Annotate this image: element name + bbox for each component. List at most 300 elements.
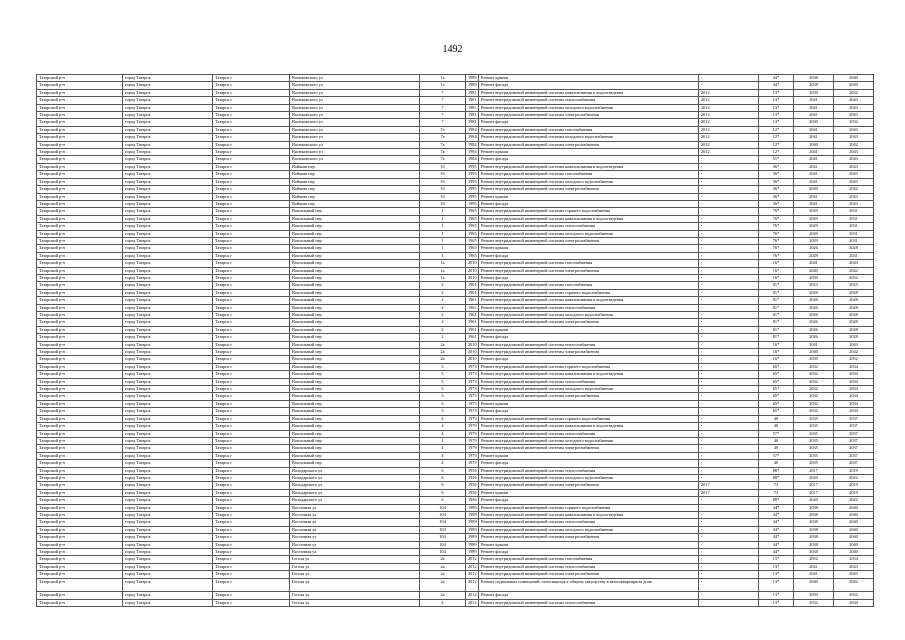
plan-start-cell: 2026 (794, 289, 834, 296)
street-cell: Вокзальный пер (290, 245, 420, 252)
locality-cell: Татарск г (213, 452, 290, 459)
plan-end-cell: 2043 (834, 163, 874, 170)
last-repair-year-cell: - (699, 193, 759, 200)
street-cell: Васюковского ул (290, 156, 420, 163)
district-cell: Татарский р-н (37, 178, 123, 185)
plan-end-cell: 2028 (834, 312, 874, 319)
plan-end-cell: 2031 (834, 215, 874, 222)
last-repair-year-cell: - (699, 223, 759, 230)
city-cell: город Татарск (123, 252, 213, 259)
district-cell: Татарский р-н (37, 289, 123, 296)
build-year-cell: 2012 (466, 571, 479, 578)
city-cell: город Татарск (123, 334, 213, 341)
plan-end-cell: 2019 (834, 482, 874, 489)
street-cell: Васюковского ул (290, 82, 420, 89)
city-cell: город Татарск (123, 445, 213, 452)
city-cell: город Татарск (123, 215, 213, 222)
build-year-cell: 2012 (466, 563, 479, 570)
table-row (37, 304, 874, 311)
plan-start-cell: 2032 (794, 393, 834, 400)
wear-percent-cell: 16* (759, 260, 794, 267)
house-number-cell: 104 (420, 519, 466, 526)
plan-start-cell: 2035 (794, 423, 834, 430)
district-cell: Татарский р-н (37, 230, 123, 237)
wear-percent-cell: 57* (759, 430, 794, 437)
table-row (37, 504, 874, 511)
locality-cell: Татарск г (213, 341, 290, 348)
wear-percent-cell: 36* (759, 163, 794, 170)
wear-percent-cell: 88* (759, 497, 794, 504)
wear-percent-cell: 88* (759, 474, 794, 481)
last-repair-year-cell: - (699, 511, 759, 518)
plan-start-cell: 2041 (794, 341, 834, 348)
last-repair-year-cell: - (699, 245, 759, 252)
plan-start-cell: 2041 (794, 178, 834, 185)
plan-end-cell: 2052 (834, 356, 874, 363)
last-repair-year-cell: - (699, 371, 759, 378)
house-number-cell: 4 (420, 599, 466, 606)
plan-end-cell: 2031 (834, 223, 874, 230)
work-type-cell: Ремонт внутридомовой инженерной системы газоснабжения (479, 171, 699, 178)
street-cell: Вокзальный пер (290, 386, 420, 393)
house-number-cell: 2 (420, 319, 466, 326)
city-cell: город Татарск (123, 341, 213, 348)
table-row (37, 408, 874, 415)
plan-start-cell: 2026 (794, 312, 834, 319)
wear-percent-cell: 13* (759, 592, 794, 599)
city-cell: город Татарск (123, 578, 213, 592)
work-type-cell: Ремонт внутридомовой инженерной системы холодного водоснабжения (479, 230, 699, 237)
street-cell: Вокзальный пер (290, 445, 420, 452)
last-repair-year-cell: - (699, 408, 759, 415)
house-number-cell: 4 (420, 437, 466, 444)
street-cell: Вокзальный пер (290, 319, 420, 326)
locality-cell: Татарск г (213, 156, 290, 163)
house-number-cell: 7 (420, 89, 466, 96)
district-cell: Татарский р-н (37, 297, 123, 304)
district-cell: Татарский р-н (37, 556, 123, 563)
work-type-cell: Ремонт внутридомовой инженерной системы горячего водоснабжения (479, 504, 699, 511)
last-repair-year-cell: - (699, 304, 759, 311)
street-cell: Вокзальный пер (290, 230, 420, 237)
work-type-cell: Ремонт внутридомовой инженерной системы холодного водоснабжения (479, 526, 699, 533)
wear-percent-cell: 76* (759, 237, 794, 244)
work-type-cell: Ремонт крыши (479, 149, 699, 156)
wear-percent-cell: 13* (759, 571, 794, 578)
last-repair-year-cell: - (699, 578, 759, 592)
table-row (37, 252, 874, 259)
plan-start-cell: 2032 (794, 599, 834, 606)
house-number-cell: 3 (420, 386, 466, 393)
plan-end-cell: 2028 (834, 304, 874, 311)
wear-percent-cell: 40 (759, 423, 794, 430)
plan-end-cell: 2043 (834, 112, 874, 119)
street-cell: Восточная ул (290, 534, 420, 541)
locality-cell: Татарск г (213, 149, 290, 156)
locality-cell: Татарск г (213, 549, 290, 556)
house-number-cell: 6 (420, 467, 466, 474)
build-year-cell: 1989 (466, 82, 479, 89)
house-number-cell: 7 (420, 97, 466, 104)
table-row (37, 534, 874, 541)
house-number-cell: 1а (420, 75, 466, 82)
last-repair-year-cell: - (699, 497, 759, 504)
wear-percent-cell: 76* (759, 208, 794, 215)
locality-cell: Татарск г (213, 326, 290, 333)
locality-cell: Татарск г (213, 415, 290, 422)
street-cell: Вокзальный пер (290, 215, 420, 222)
plan-end-cell: 2019 (834, 489, 874, 496)
plan-end-cell: 2040 (834, 75, 874, 82)
work-type-cell: Ремонт фасада (479, 592, 699, 599)
work-type-cell: Ремонт внутридомовой инженерной системы холодного водоснабжения (479, 178, 699, 185)
plan-end-cell: 2034 (834, 363, 874, 370)
district-cell: Татарский р-н (37, 400, 123, 407)
plan-start-cell: 2026 (794, 297, 834, 304)
table-row (37, 400, 874, 407)
district-cell: Татарский р-н (37, 578, 123, 592)
build-year-cell: 2012 (466, 592, 479, 599)
district-cell: Татарский р-н (37, 599, 123, 606)
house-number-cell: 2а (420, 592, 466, 599)
locality-cell: Татарск г (213, 482, 290, 489)
locality-cell: Татарск г (213, 371, 290, 378)
locality-cell: Татарск г (213, 504, 290, 511)
wear-percent-cell: 81* (759, 319, 794, 326)
city-cell: город Татарск (123, 592, 213, 599)
build-year-cell: 1989 (466, 511, 479, 518)
plan-start-cell: 2041 (794, 171, 834, 178)
district-cell: Татарский р-н (37, 592, 123, 599)
street-cell: Гоголя ул (290, 578, 420, 592)
work-type-cell: Ремонт фасада (479, 460, 699, 467)
house-number-cell: 7а (420, 141, 466, 148)
plan-end-cell: 2034 (834, 408, 874, 415)
plan-end-cell: 2043 (834, 563, 874, 570)
plan-end-cell: 2042 (834, 349, 874, 356)
plan-start-cell: 2040 (794, 267, 834, 274)
plan-start-cell: 2041 (794, 126, 834, 133)
locality-cell: Татарск г (213, 460, 290, 467)
build-year-cell: 2012 (466, 599, 479, 606)
work-type-cell: Ремонт внутридомовой инженерной системы газоснабжения (479, 556, 699, 563)
build-year-cell: 1965 (466, 215, 479, 222)
wear-percent-cell: 40 (759, 445, 794, 452)
last-repair-year-cell: - (699, 326, 759, 333)
build-year-cell: 1995 (466, 163, 479, 170)
table-row (37, 378, 874, 385)
street-cell: Васюковского ул (290, 97, 420, 104)
work-type-cell: Ремонт внутридомовой инженерной системы теплоснабжения (479, 563, 699, 570)
work-type-cell: Ремонт внутридомовой инженерной системы холодного водоснабжения (479, 437, 699, 444)
wear-percent-cell: 16* (759, 356, 794, 363)
district-cell: Татарский р-н (37, 119, 123, 126)
wear-percent-cell: 36* (759, 178, 794, 185)
table-row (37, 274, 874, 281)
district-cell: Татарский р-н (37, 97, 123, 104)
table-row (37, 104, 874, 111)
street-cell: Вокзальный пер (290, 312, 420, 319)
locality-cell: Татарск г (213, 534, 290, 541)
street-cell: Войкова пер (290, 186, 420, 193)
city-cell: город Татарск (123, 112, 213, 119)
plan-start-cell: 2038 (794, 526, 834, 533)
table-row (37, 215, 874, 222)
plan-end-cell: 2040 (834, 511, 874, 518)
city-cell: город Татарск (123, 356, 213, 363)
table-row (37, 97, 874, 104)
house-number-cell: 7а (420, 156, 466, 163)
street-cell: Вокзальный пер (290, 297, 420, 304)
street-cell: Васюковского ул (290, 104, 420, 111)
plan-start-cell: 2038 (794, 511, 834, 518)
district-cell: Татарский р-н (37, 89, 123, 96)
build-year-cell: 1979 (466, 460, 479, 467)
house-number-cell: 2 (420, 312, 466, 319)
table-row (37, 571, 874, 578)
plan-start-cell: 2038 (794, 504, 834, 511)
plan-start-cell: 2038 (794, 519, 834, 526)
house-number-cell: 2 (420, 334, 466, 341)
street-cell: Васюковского ул (290, 126, 420, 133)
work-type-cell: Ремонт внутридомовой инженерной системы горячего водоснабжения (479, 363, 699, 370)
wear-percent-cell: 65* (759, 393, 794, 400)
plan-start-cell: 2041 (794, 193, 834, 200)
plan-start-cell: 2032 (794, 378, 834, 385)
city-cell: город Татарск (123, 326, 213, 333)
city-cell: город Татарск (123, 304, 213, 311)
city-cell: город Татарск (123, 119, 213, 126)
table-row (37, 519, 874, 526)
locality-cell: Татарск г (213, 519, 290, 526)
plan-start-cell: 2026 (794, 326, 834, 333)
last-repair-year-cell: - (699, 378, 759, 385)
plan-start-cell: 2035 (794, 415, 834, 422)
work-type-cell: Ремонт внутридомовой инженерной системы электроснабжения (479, 112, 699, 119)
plan-end-cell: 2052 (834, 592, 874, 599)
last-repair-year-cell: - (699, 452, 759, 459)
build-year-cell: 1984 (466, 156, 479, 163)
wear-percent-cell: 16* (759, 274, 794, 281)
last-repair-year-cell: - (699, 526, 759, 533)
house-number-cell: 33 (420, 171, 466, 178)
table-row (37, 460, 874, 467)
house-number-cell: 3 (420, 363, 466, 370)
build-year-cell: 1979 (466, 430, 479, 437)
house-number-cell: 2а (420, 563, 466, 570)
district-cell: Татарский р-н (37, 474, 123, 481)
house-number-cell: 1 (420, 215, 466, 222)
locality-cell: Татарск г (213, 186, 290, 193)
table-row (37, 423, 874, 430)
district-cell: Татарский р-н (37, 549, 123, 556)
district-cell: Татарский р-н (37, 393, 123, 400)
district-cell: Татарский р-н (37, 282, 123, 289)
wear-percent-cell: 44* (759, 504, 794, 511)
district-cell: Татарский р-н (37, 541, 123, 548)
locality-cell: Татарск г (213, 252, 290, 259)
plan-end-cell: 2040 (834, 519, 874, 526)
wear-percent-cell: 13* (759, 556, 794, 563)
work-type-cell: Ремонт внутридомовой инженерной системы электроснабжения (479, 237, 699, 244)
district-cell: Татарский р-н (37, 75, 123, 82)
work-type-cell: Ремонт крыши (479, 326, 699, 333)
district-cell: Татарский р-н (37, 378, 123, 385)
plan-start-cell: 2035 (794, 460, 834, 467)
last-repair-year-cell: 2012 (699, 134, 759, 141)
plan-end-cell: 2031 (834, 252, 874, 259)
locality-cell: Татарск г (213, 393, 290, 400)
plan-start-cell: 2030 (794, 119, 834, 126)
plan-start-cell: 2052 (794, 556, 834, 563)
street-cell: Войкова пер (290, 193, 420, 200)
build-year-cell: 1961 (466, 319, 479, 326)
locality-cell: Татарск г (213, 282, 290, 289)
program-table (36, 74, 874, 607)
street-cell: Вокзальный пер (290, 452, 420, 459)
plan-start-cell: 2020 (794, 497, 834, 504)
plan-start-cell: 2041 (794, 97, 834, 104)
plan-end-cell: 2042 (834, 267, 874, 274)
house-number-cell: 3 (420, 371, 466, 378)
build-year-cell: 1961 (466, 334, 479, 341)
plan-end-cell: 2040 (834, 549, 874, 556)
locality-cell: Татарск г (213, 82, 290, 89)
plan-end-cell: 2022 (834, 497, 874, 504)
work-type-cell: Ремонт внутридомовой инженерной системы канализования и водоотведения (479, 371, 699, 378)
locality-cell: Татарск г (213, 245, 290, 252)
work-type-cell: Ремонт внутридомовой инженерной системы горячего водоснабжения (479, 208, 699, 215)
table-row (37, 393, 874, 400)
locality-cell: Татарск г (213, 445, 290, 452)
table-row (37, 208, 874, 215)
build-year-cell: 2010 (466, 341, 479, 348)
city-cell: город Татарск (123, 408, 213, 415)
locality-cell: Татарск г (213, 134, 290, 141)
plan-end-cell: 2043 (834, 126, 874, 133)
work-type-cell: Ремонт внутридомовой инженерной системы теплоснабжения (479, 223, 699, 230)
plan-start-cell: 2035 (794, 430, 834, 437)
house-number-cell: 6 (420, 482, 466, 489)
plan-start-cell: 2029 (794, 252, 834, 259)
work-type-cell: Ремонт внутридомовой инженерной системы теплоснабжения (479, 97, 699, 104)
locality-cell: Татарск г (213, 267, 290, 274)
work-type-cell: Ремонт крыши (479, 541, 699, 548)
plan-start-cell: 2041 (794, 260, 834, 267)
table-row (37, 474, 874, 481)
street-cell: Вокзальный пер (290, 208, 420, 215)
wear-percent-cell: 13* (759, 89, 794, 96)
last-repair-year-cell: - (699, 592, 759, 599)
table-row (37, 267, 874, 274)
plan-start-cell: 2029 (794, 230, 834, 237)
city-cell: город Татарск (123, 178, 213, 185)
city-cell: город Татарск (123, 519, 213, 526)
table-row (37, 171, 874, 178)
locality-cell: Татарск г (213, 75, 290, 82)
district-cell: Татарский р-н (37, 149, 123, 156)
plan-start-cell: 2041 (794, 104, 834, 111)
district-cell: Татарский р-н (37, 304, 123, 311)
table-row (37, 341, 874, 348)
city-cell: город Татарск (123, 171, 213, 178)
locality-cell: Татарск г (213, 541, 290, 548)
plan-start-cell: 2035 (794, 437, 834, 444)
house-number-cell: 1 (420, 223, 466, 230)
plan-start-cell: 2041 (794, 163, 834, 170)
last-repair-year-cell: - (699, 171, 759, 178)
house-number-cell: 2а (420, 556, 466, 563)
build-year-cell: 1973 (466, 408, 479, 415)
last-repair-year-cell: - (699, 599, 759, 606)
last-repair-year-cell: - (699, 504, 759, 511)
house-number-cell: 104 (420, 504, 466, 511)
table-row (37, 260, 874, 267)
district-cell: Татарский р-н (37, 104, 123, 111)
last-repair-year-cell: - (699, 534, 759, 541)
district-cell: Татарский р-н (37, 274, 123, 281)
plan-end-cell: 2022 (834, 474, 874, 481)
city-cell: город Татарск (123, 371, 213, 378)
last-repair-year-cell: - (699, 319, 759, 326)
plan-end-cell: 2043 (834, 260, 874, 267)
work-type-cell: Ремонт внутридомовой инженерной системы холодного водоснабжения (479, 386, 699, 393)
house-number-cell: 1а (420, 260, 466, 267)
wear-percent-cell: 65* (759, 378, 794, 385)
wear-percent-cell: 13* (759, 119, 794, 126)
street-cell: Вокзальный пер (290, 252, 420, 259)
district-cell: Татарский р-н (37, 171, 123, 178)
locality-cell: Татарск г (213, 526, 290, 533)
last-repair-year-cell: - (699, 474, 759, 481)
plan-start-cell: 2017 (794, 467, 834, 474)
last-repair-year-cell: - (699, 393, 759, 400)
plan-end-cell: 2043 (834, 171, 874, 178)
street-cell: Вокзальный пер (290, 415, 420, 422)
city-cell: город Татарск (123, 482, 213, 489)
last-repair-year-cell: - (699, 363, 759, 370)
plan-start-cell: 2017 (794, 489, 834, 496)
house-number-cell: 2а (420, 341, 466, 348)
district-cell: Татарский р-н (37, 326, 123, 333)
build-year-cell: 1956 (466, 489, 479, 496)
locality-cell: Татарск г (213, 208, 290, 215)
plan-end-cell: 2028 (834, 319, 874, 326)
street-cell: Восточная ул (290, 541, 420, 548)
plan-end-cell: 2043 (834, 156, 874, 163)
house-number-cell: 4 (420, 415, 466, 422)
street-cell: Вокзальный пер (290, 223, 420, 230)
plan-start-cell: 2041 (794, 563, 834, 570)
city-cell: город Татарск (123, 400, 213, 407)
house-number-cell: 7а (420, 134, 466, 141)
city-cell: город Татарск (123, 349, 213, 356)
wear-percent-cell: 44* (759, 549, 794, 556)
build-year-cell: 1973 (466, 393, 479, 400)
wear-percent-cell: 73 (759, 482, 794, 489)
district-cell: Татарский р-н (37, 452, 123, 459)
street-cell: Вокзальный пер (290, 371, 420, 378)
plan-end-cell: 2034 (834, 599, 874, 606)
table-row (37, 245, 874, 252)
wear-percent-cell: 13* (759, 563, 794, 570)
locality-cell: Татарск г (213, 193, 290, 200)
locality-cell: Татарск г (213, 400, 290, 407)
wear-percent-cell: 40 (759, 460, 794, 467)
street-cell: Восточная ул (290, 519, 420, 526)
build-year-cell: 1965 (466, 245, 479, 252)
street-cell: Васюковского ул (290, 89, 420, 96)
